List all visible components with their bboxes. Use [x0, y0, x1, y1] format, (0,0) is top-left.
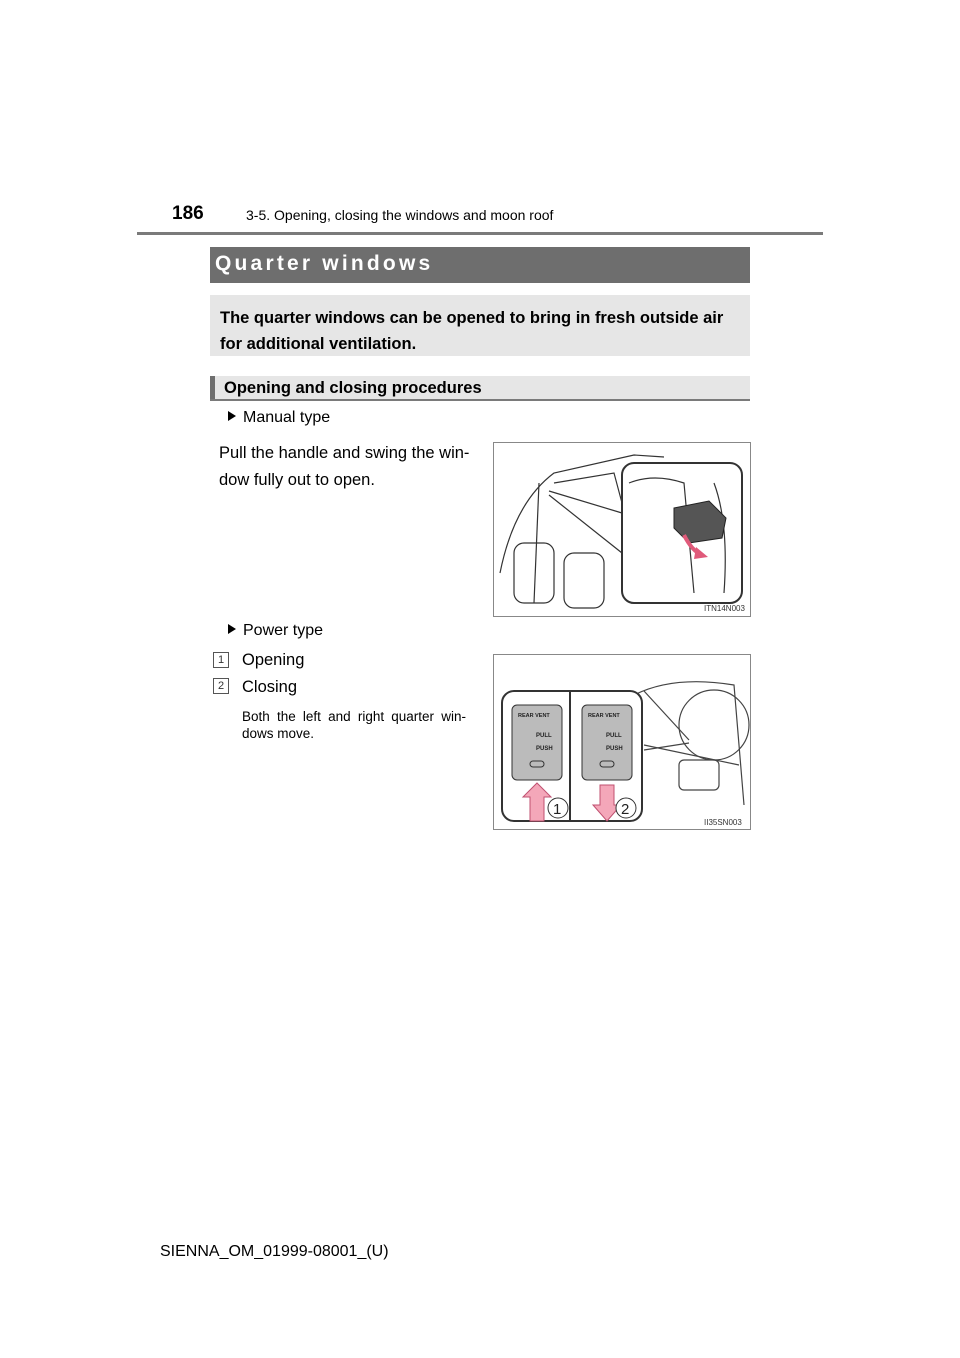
header-rule — [137, 232, 823, 235]
switch-title: REAR VENT — [588, 713, 620, 719]
callout-number-1: 1 — [553, 801, 562, 818]
switch-pull-label: PULL — [536, 733, 552, 739]
page-number: 186 — [172, 203, 204, 224]
manual-type-bullet — [228, 409, 330, 427]
rear-vent-switch-figure — [493, 654, 751, 830]
running-head: 3-5. Opening, closing the windows and moon roof — [246, 207, 554, 223]
step-number-2: 2 — [213, 678, 229, 694]
triangle-bullet-icon — [228, 411, 236, 421]
switch-push-label: PUSH — [536, 746, 553, 752]
power-note: Both the left and right quarter win-dows move. — [242, 709, 466, 741]
footer-doc-id: SIENNA_OM_01999-08001_(U) — [160, 1243, 389, 1260]
step-opening: Opening — [242, 651, 305, 669]
subheading-bar — [210, 376, 750, 401]
step-closing: Closing — [242, 678, 298, 696]
window-switch-cluster — [679, 760, 719, 790]
triangle-bullet-icon — [228, 624, 236, 634]
callout-line — [644, 691, 689, 740]
figure-code: ITN14N003 — [704, 604, 745, 613]
subheading-marker — [210, 376, 215, 399]
section-title-bar — [210, 247, 750, 283]
manual-handle-figure — [493, 442, 751, 617]
step-number-1: 1 — [213, 652, 229, 668]
switch-title: REAR VENT — [518, 713, 550, 719]
callout-line — [549, 495, 622, 553]
rear-vent-switch-left — [512, 705, 562, 780]
manual-handle-illustration — [494, 443, 750, 616]
manual-instructions-text: Pull the handle and swing the win-dow fully out to open. — [219, 444, 470, 489]
callout-number-2: 2 — [621, 801, 630, 818]
power-type-label: Power type — [243, 622, 324, 639]
rear-vent-switch-illustration — [494, 655, 750, 829]
section-title: Quarter windows — [215, 252, 434, 275]
seat-shape — [564, 553, 604, 608]
steering-wheel-shape — [679, 690, 749, 760]
figure-code: II35SN003 — [704, 818, 742, 827]
manual-type-label: Manual type — [243, 409, 331, 426]
subheading: Opening and closing procedures — [224, 379, 482, 397]
power-type-bullet — [228, 622, 323, 640]
intro-box: The quarter windows can be opened to bring in fresh outside air for additional ventilation. — [210, 295, 750, 356]
rear-vent-switch-right — [582, 705, 632, 780]
callout-line — [549, 491, 622, 513]
manual-instructions — [219, 440, 479, 494]
switch-push-label: PUSH — [606, 746, 623, 752]
window-frame-line — [554, 473, 622, 503]
switch-pull-label: PULL — [606, 733, 622, 739]
